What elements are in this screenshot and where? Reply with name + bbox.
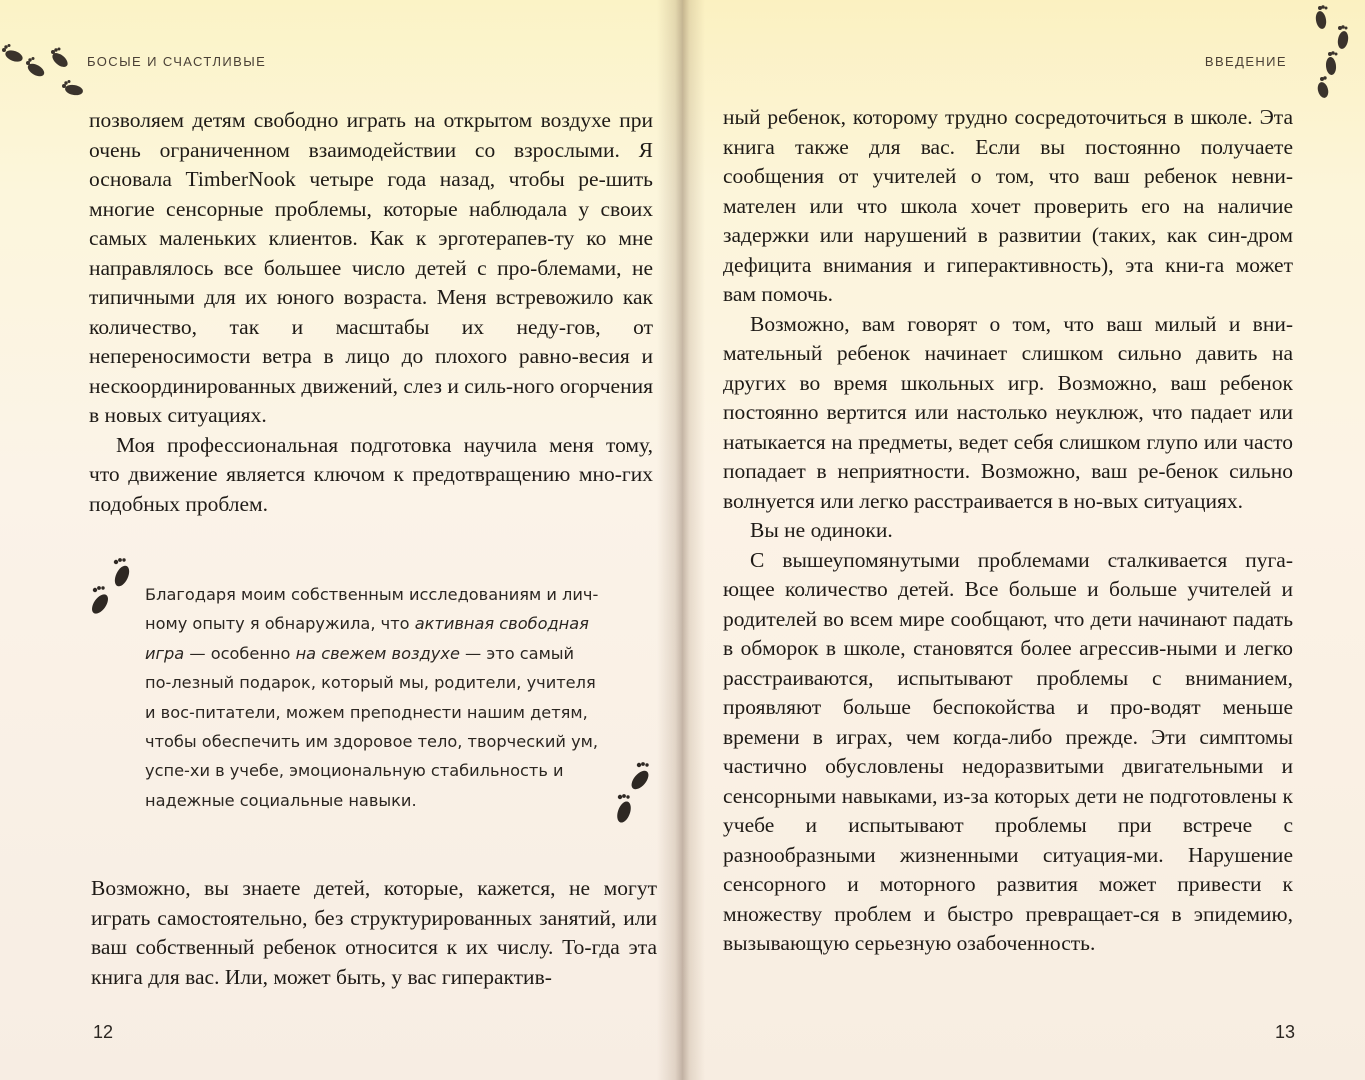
quote-text-part: — особенно [184, 643, 296, 663]
footprints-icon [0, 42, 100, 104]
paragraph: ный ребенок, которому трудно сосредоточиться в школе. Эта книга также для вас. Если вы постоянно получаете сообщения от учителей о том, что ваш ребенок невни-мателен или что школа хочет проверить его на наличие задержки или нарушений в развитии (таких, как син-дром дефицита внимания и гиперактивность), эта кни-га может вам помочь. [723, 105, 1293, 306]
paragraph: С вышеупомянутыми проблемами сталкивается пуга-ющее количество детей. Все больше и больше учителей и родителей во всем мире сообщают, что дети начинают падать в обморок в школе, становятся более агрессив-ными и легко расстраиваются, испытывают проблемы с вниманием, проявляют больше беспокойства и про-водят меньше времени в играх, чем когда-либо прежде. Эти симптомы частично обусловлены недоразвитыми двигательными и сенсорными навыками, из-за которых дети не подготовлены к учебе и испытывают проблемы при встрече с разнообразными жизненными ситуация-ми. Нарушение сенсорного и моторного развития может привести к множеству проблем и быстро превращает-ся в эпидемию, вызывающую серьезную озабоченность. [723, 547, 1293, 955]
page-number: 13 [1274, 1022, 1295, 1042]
footprints-icon [86, 556, 138, 622]
footprints-icon [1303, 0, 1363, 104]
quote-text-part: — это самый по-лезный подарок, который мы, родители, учителя и вос-питатели, можем преподнести нашим детям, чтобы обеспечить им здоровое тело, творческий ум, успе-хи в учебе, эмоциональную стабильность и надежные социальные навыки. [145, 643, 599, 810]
page-number: 12 [93, 1022, 114, 1042]
running-head: БОСЫЕ И СЧАСТЛИВЫЕ [87, 54, 267, 69]
paragraph: Возможно, вы знаете детей, которые, кажется, не могут играть самостоятельно, без структурированных занятий, или ваш собственный ребенок относится к их числу. То-гда эта книга для вас. Или, может быть, у вас гиперактив- [91, 876, 657, 989]
quote-emphasis: активная свободная игра [145, 614, 589, 663]
left-bottom-text [91, 874, 657, 992]
quote-text [145, 580, 601, 815]
paragraph: позволяем детям свободно играть на открытом воздухе при очень ограниченном взаимодействии со взрослыми. Я основала TimberNook четыре года назад, чтобы ре-шить многие сенсорные проблемы, которые наблюдала у своих самых маленьких клиентов. Как к эрготерапев-ту ко мне направлялось все большее число детей с про-блемами, не типичными для их юного возраста. Меня встревожило как количество, так и масштабы их неду-гов, от непереносимости ветра в лицо до плохого равно-весия и нескоординированных движений, слез и силь-ного огорчения в новых ситуациях. [89, 108, 653, 427]
right-page [683, 0, 1365, 1080]
running-head: ВВЕДЕНИЕ [1204, 54, 1287, 69]
paragraph: Возможно, вам говорят о том, что ваш милый и вни-мательный ребенок начинает слишком сильно давить на других во время школьных игр. Возможно, ваш ребенок постоянно вертится или настолько неуклюж, что падает или натыкается на предметы, ведет себя слишком глупо или часто попадает в неприятности. Возможно, ваш ре-бенок сильно волнуется или легко расстраивается в но-вых ситуациях. [723, 311, 1293, 513]
quote-emphasis: на свежем воздухе [295, 643, 460, 663]
left-top-text [89, 106, 653, 519]
quote-text-part: Благодаря моим собственным исследованиям и лич-ному опыту я обнаружила, что [145, 585, 599, 634]
paragraph: Моя профессиональная подготовка научила меня тому, что движение является ключом к предотвращению мно-гих подобных проблем. [89, 432, 653, 516]
paragraph: Вы не одиноки. [750, 518, 893, 542]
gutter-shadow [657, 0, 683, 1080]
gutter-shadow [683, 0, 705, 1080]
footprints-icon [606, 760, 662, 830]
right-body-text [723, 103, 1293, 959]
pull-quote [145, 580, 601, 815]
